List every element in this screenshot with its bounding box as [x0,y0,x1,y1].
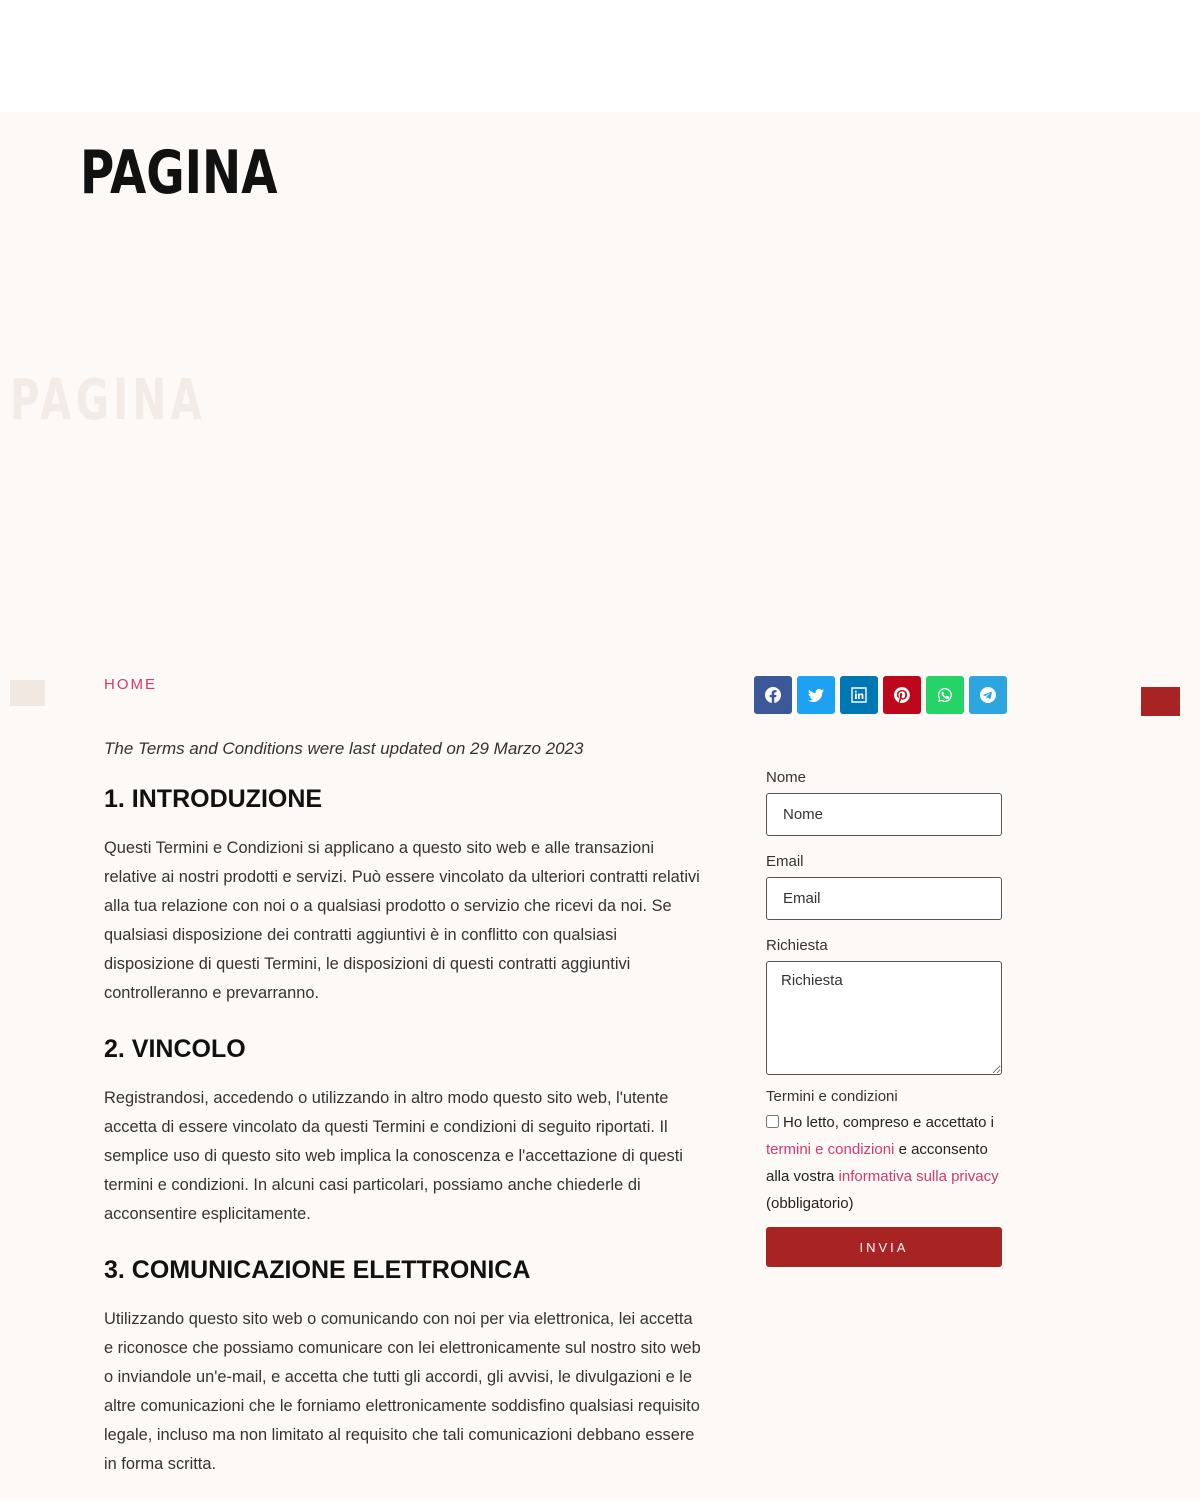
email-label: Email [766,853,804,870]
share-twitter-button[interactable] [797,676,835,714]
left-edge-tab[interactable] [10,680,45,706]
request-textarea[interactable] [766,961,1002,1075]
consent-middle: e acconsento alla vostra [766,1141,988,1185]
privacy-link[interactable]: informativa sulla privacy [838,1168,999,1185]
ghost-title: PAGINA [10,368,207,433]
share-buttons [754,676,1007,714]
section-body: Registrandosi, accedendo o utilizzando in altro modo questo sito web, l'utente accetta di essere vincolato da questi Termini e condizioni di seguito riportati. Il semplice uso di questo sito web implica la conoscenza e l'accettazione di questi termini e condizioni. In alcuni casi particolari, possiamo anche chiederle di acconsentire esplicitamente. [104,1089,683,1223]
right-edge-tab[interactable] [1141,687,1180,716]
name-input[interactable] [766,793,1002,836]
consent-text [766,1109,1002,1217]
terms-link[interactable]: termini e condizioni [766,1141,895,1158]
submit-button[interactable]: INVIA [766,1227,1002,1267]
telegram-icon [980,687,996,703]
contact-form [766,768,1002,1267]
share-telegram-button[interactable] [969,676,1007,714]
terms-label: Termini e condizioni [766,1088,898,1105]
share-whatsapp-button[interactable] [926,676,964,714]
section-heading: 1. INTRODUZIONE [104,785,323,813]
request-label: Richiesta [766,937,828,954]
share-linkedin-button[interactable] [840,676,878,714]
section-body: Utilizzando questo sito web o comunicando con noi per via elettronica, lei accetta e riconosce che possiamo comunicare con lei elettronicamente sul nostro sito web o inviandole un'e-mail, e accetta che tutti gli accordi, gli avvisi, le divulgazioni e le altre comunicazioni che le forniamo elettronicamente soddisfino qualsiasi requisito legale, incluso ma non limitato al requisito che tali comunicazioni debbano essere in forma scritta. [104,1310,701,1473]
consent-checkbox[interactable] [766,1115,779,1128]
linkedin-icon [851,687,867,703]
name-label: Nome [766,769,807,786]
facebook-icon [765,687,781,703]
share-facebook-button[interactable] [754,676,792,714]
pinterest-icon [894,687,910,703]
consent-suffix: (obbligatorio) [766,1195,854,1212]
page-title: PAGINA [80,138,278,208]
breadcrumb-home[interactable]: HOME [104,676,157,693]
terms-content [104,736,704,1503]
twitter-icon [808,687,824,703]
section-body: Questi Termini e Condizioni si applicano a questo sito web e alle transazioni relative ai nostri prodotti e servizi. Può essere vincolato da ulteriori contratti relativi alla tua relazione con noi o a qualsiasi prodotto o servizio che ricevi da noi. Se qualsiasi disposizione dei contratti aggiuntivi è in conflitto con qualsiasi disposizione di questi Termini, le disposizioni di questi contratti aggiuntivi controlleranno e prevarranno. [104,839,700,1002]
section-heading: 2. VINCOLO [104,1035,246,1063]
whatsapp-icon [937,687,953,703]
share-pinterest-button[interactable] [883,676,921,714]
email-input[interactable] [766,877,1002,920]
consent-prefix: Ho letto, compreso e accettato i [783,1114,994,1131]
last-updated-note: The Terms and Conditions were last updated on 29 Marzo 2023 [104,739,584,758]
section-heading: 3. COMUNICAZIONE ELETTRONICA [104,1256,531,1284]
